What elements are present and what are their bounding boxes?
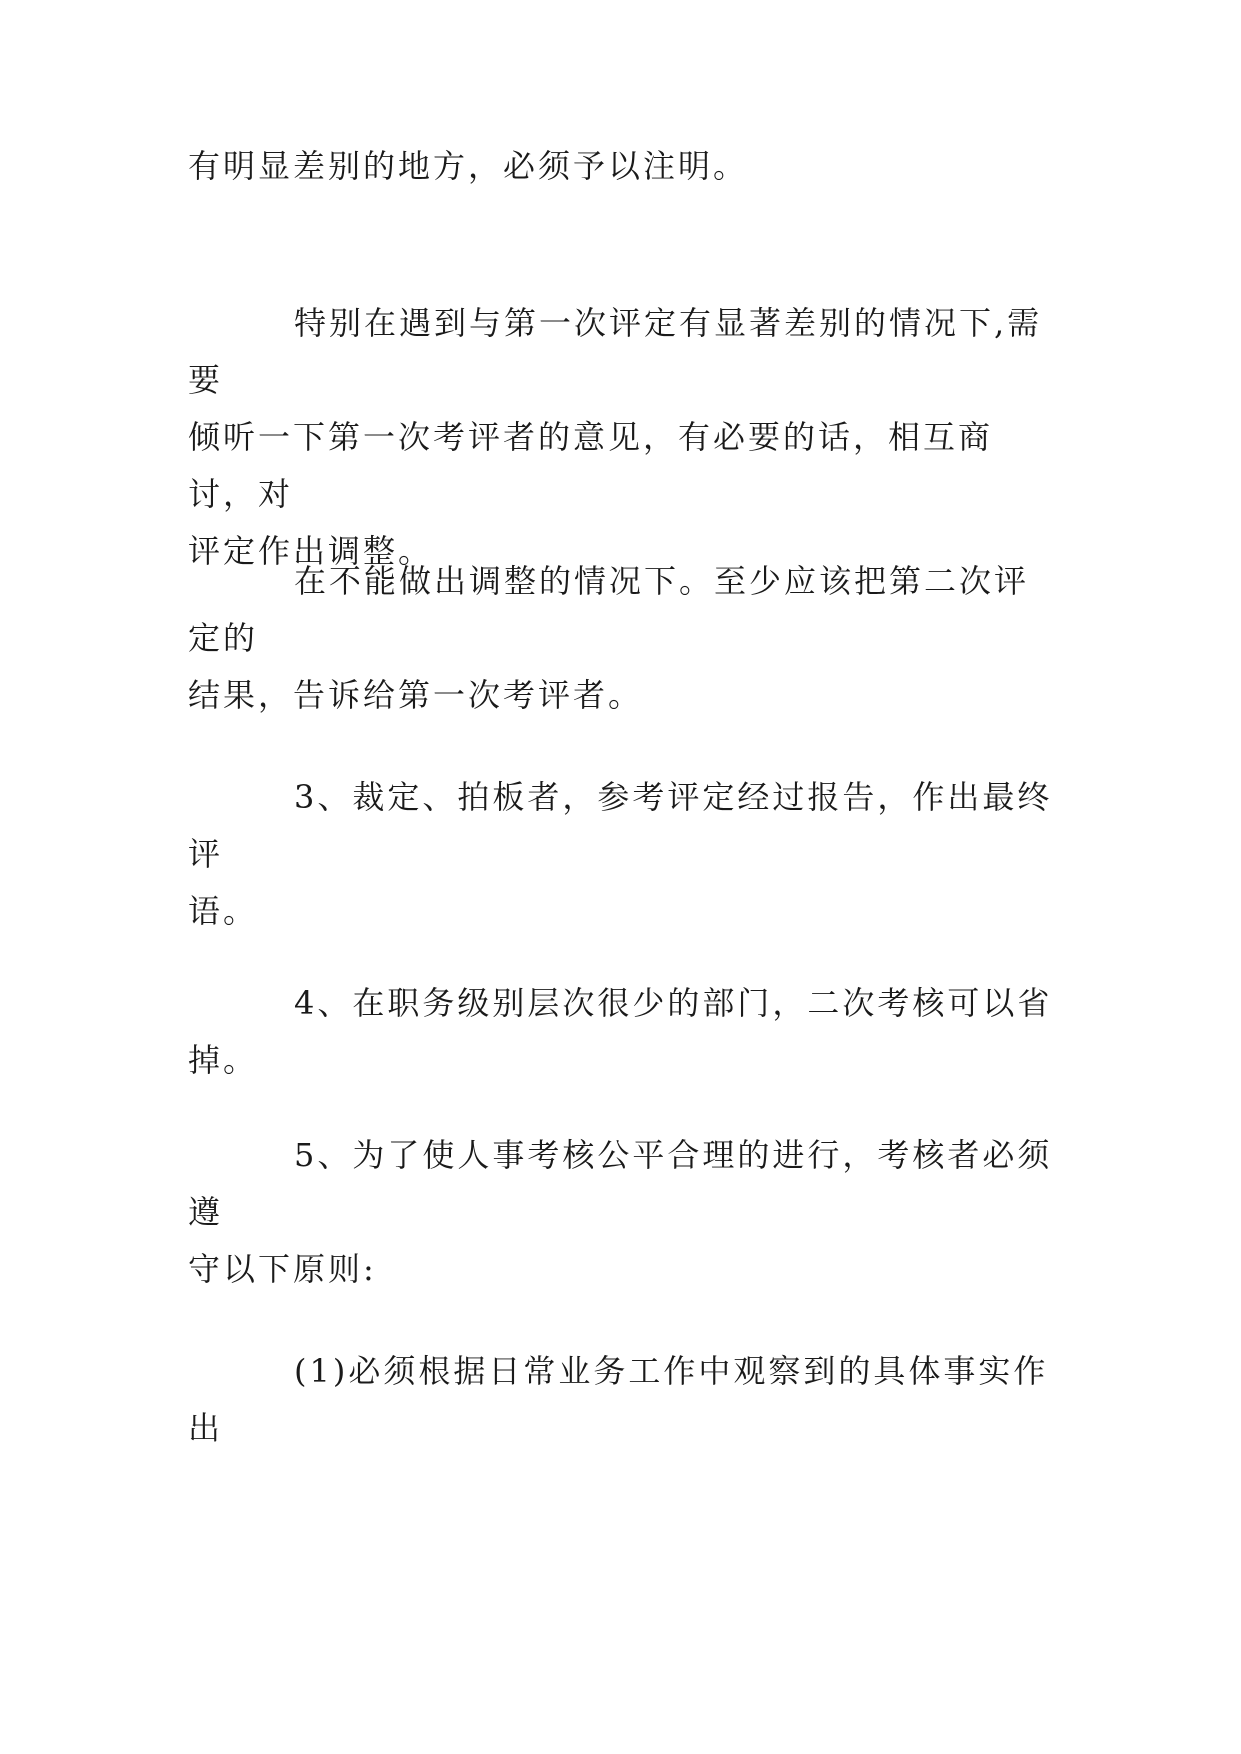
paragraph-3 (188, 553, 1058, 724)
paragraph-6 (188, 1127, 1058, 1298)
paragraph-line: 评定作出调整。 (188, 532, 434, 570)
paragraph-7 (188, 1343, 1058, 1457)
paragraph-line: 结果，告诉给第一次考评者。 (188, 676, 644, 714)
paragraph-line: 3、裁定、拍板者，参考评定经过报告，作出最终评 (188, 778, 1053, 873)
paragraph-line: 守以下原则: (188, 1250, 377, 1288)
paragraph-1 (188, 138, 1058, 195)
paragraph-line: 有明显差别的地方，必须予以注明。 (188, 147, 749, 185)
paragraph-line: 4、在职务级别层次很少的部门，二次考核可以省掉。 (188, 984, 1053, 1079)
paragraph-line: 语。 (188, 892, 259, 930)
paragraph-line: 在不能做出调整的情况下。至少应该把第二次评定的 (188, 562, 1030, 657)
paragraph-2 (188, 295, 1058, 580)
paragraph-line: 特别在遇到与第一次评定有显著差别的情况下,需要 (188, 304, 1043, 399)
paragraph-line: 倾听一下第一次考评者的意见，有必要的话，相互商讨，对 (188, 418, 994, 513)
paragraph-5 (188, 975, 1058, 1089)
paragraph-line: 5、为了使人事考核公平合理的进行，考核者必须遵 (188, 1136, 1053, 1231)
paragraph-line: (1)必须根据日常业务工作中观察到的具体事实作出 (188, 1352, 1049, 1447)
paragraph-4 (188, 769, 1058, 940)
